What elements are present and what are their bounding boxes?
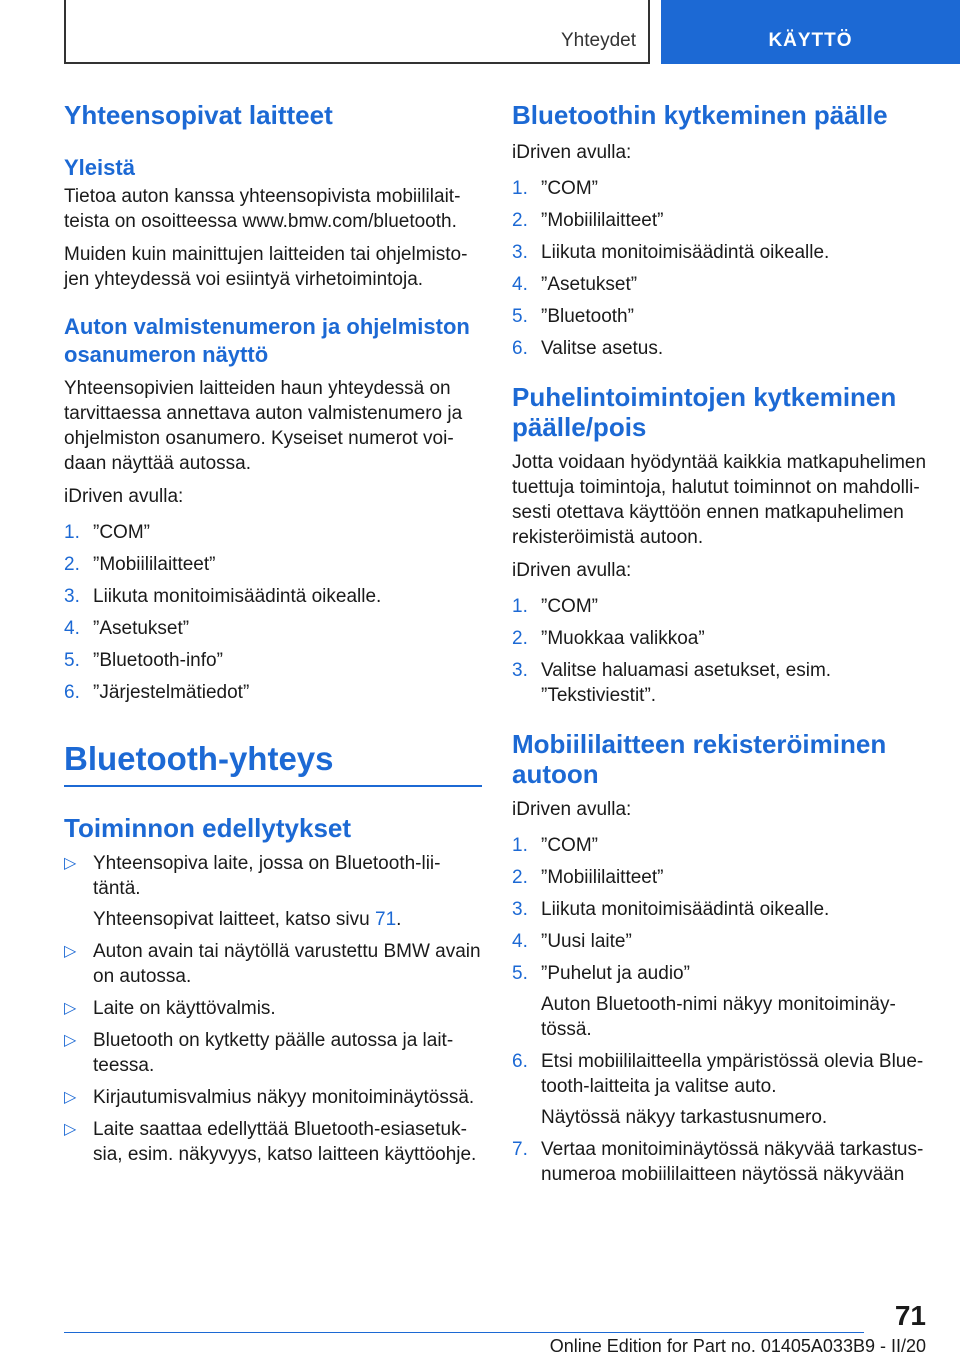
list-item: 1. ”COM” bbox=[64, 522, 150, 543]
left-column bbox=[64, 100, 482, 1174]
list-item: 1. ”COM” bbox=[512, 596, 598, 617]
divider bbox=[64, 785, 482, 787]
list-item: 4. ”Asetukset” bbox=[512, 274, 638, 295]
list-item: 3. Valitse haluamasi asetukset, esim. ”Tekstiviestit”. bbox=[512, 660, 832, 706]
steps-serial bbox=[64, 520, 482, 705]
heading-compatible-devices: Yhteensopivat laitteet bbox=[64, 100, 333, 130]
bullet-triangle-icon: ▷ bbox=[64, 1121, 77, 1138]
paragraph-general-2: Muiden kuin mainittujen laitteiden tai ohjelmisto-jen yhteydessä voi esiintyä virhetoimintoja. bbox=[64, 244, 468, 290]
list-item: 1. ”COM” bbox=[512, 835, 598, 856]
heading-bluetooth-on: Bluetoothin kytkeminen päälle bbox=[512, 100, 888, 130]
list-item: 2. ”Mobiililaitteet” bbox=[64, 554, 216, 575]
list-item: 2. ”Muokkaa valikkoa” bbox=[512, 628, 705, 649]
heading-general: Yleistä bbox=[64, 155, 135, 180]
list-item: 5. ”Bluetooth” bbox=[512, 306, 634, 327]
heading-serial-number: Auton valmistenumeron ja ohjelmiston osanumeron näyttö bbox=[64, 314, 470, 367]
list-item: 4. ”Uusi laite” bbox=[512, 931, 632, 952]
bullet-triangle-icon: ▷ bbox=[64, 855, 77, 872]
page-number: 71 bbox=[894, 1300, 926, 1331]
list-item: 3. Liikuta monitoimisäädintä oikealle. bbox=[512, 242, 830, 263]
paragraph-idrive: iDriven avulla: bbox=[64, 486, 184, 507]
list-item: ▷ Kirjautumisvalmius näkyy monitoiminäytössä. bbox=[64, 1087, 475, 1108]
requirements-list bbox=[64, 851, 482, 1167]
heading-bluetooth-connection: Bluetooth-yhteys bbox=[64, 740, 334, 777]
list-item: 6. Etsi mobiililaitteella ympäristössä olevia Blue-tooth-laitteita ja valitse auto. Näytössä näkyy tarkastusnumero. bbox=[512, 1051, 924, 1128]
paragraph-serial: Yhteensopivien laitteiden haun yhteydessä on tarvittaessa annettava auton valmistenumero ja ohjelmiston osanumero. Kyseiset numerot voi-daan näyttää autossa. bbox=[64, 378, 463, 474]
bullet-triangle-icon: ▷ bbox=[64, 943, 77, 960]
list-item: 3. Liikuta monitoimisäädintä oikealle. bbox=[64, 586, 382, 607]
header-box bbox=[64, 0, 650, 64]
paragraph-idrive: iDriven avulla: bbox=[512, 799, 632, 820]
list-item: 5. ”Puhelut ja audio” Auton Bluetooth-nimi näkyy monitoiminäy-tössä. bbox=[512, 963, 896, 1040]
list-item: 1. ”COM” bbox=[512, 178, 598, 199]
list-item: 6. ”Järjestelmätiedot” bbox=[64, 682, 250, 703]
list-item: ▷ Laite saattaa edellyttää Bluetooth-esiasetuk-sia, esim. näkyvyys, katso laitteen käyttöohje. bbox=[64, 1119, 477, 1165]
page-link[interactable]: 71 bbox=[375, 909, 397, 930]
list-item: 7. Vertaa monitoiminäytössä näkyvää tarkastus-numeroa mobiililaitteen näytössä näkyvään bbox=[512, 1139, 924, 1185]
list-item: ▷ Laite on käyttövalmis. bbox=[64, 998, 276, 1019]
section-title: Yhteydet bbox=[561, 30, 636, 51]
list-item: 2. ”Mobiililaitteet” bbox=[512, 210, 664, 231]
heading-requirements: Toiminnon edellytykset bbox=[64, 813, 352, 843]
steps-bluetooth-on bbox=[512, 176, 930, 361]
list-item: 3. Liikuta monitoimisäädintä oikealle. bbox=[512, 899, 830, 920]
paragraph-phone-functions: Jotta voidaan hyödyntää kaikkia matkapuhelimen tuettuja toimintoja, halutut toiminnot on mahdolli-sesti otettava käyttöön ennen matkapuhelimen rekisteröimistä autoon. bbox=[512, 452, 927, 548]
list-item: ▷ Yhteensopiva laite, jossa on Bluetooth-lii-täntä. Yhteensopivat laitteet, katso sivu 71. bbox=[64, 853, 441, 930]
list-item: 5. ”Bluetooth-info” bbox=[64, 650, 223, 671]
list-item: ▷ Auton avain tai näytöllä varustettu BMW avain on autossa. bbox=[64, 941, 481, 987]
bullet-triangle-icon: ▷ bbox=[64, 1000, 77, 1017]
list-item: ▷ Bluetooth on kytketty päälle autossa ja lait-teessa. bbox=[64, 1030, 454, 1076]
bullet-triangle-icon: ▷ bbox=[64, 1089, 77, 1106]
steps-register-device bbox=[512, 833, 930, 1187]
chapter-tab[interactable]: KÄYTTÖ bbox=[661, 0, 960, 64]
bullet-triangle-icon: ▷ bbox=[64, 1032, 77, 1049]
paragraph-idrive: iDriven avulla: bbox=[512, 142, 632, 163]
list-item: 6. Valitse asetus. bbox=[512, 338, 664, 359]
heading-phone-functions: Puhelintoimintojen kytkeminen päälle/pois bbox=[512, 382, 897, 442]
footer-edition: Online Edition for Part no. 01405A033B9 - II/20 bbox=[549, 1336, 926, 1356]
list-item: 4. ”Asetukset” bbox=[64, 618, 190, 639]
list-item: 2. ”Mobiililaitteet” bbox=[512, 867, 664, 888]
steps-phone-functions bbox=[512, 594, 930, 708]
footer-divider bbox=[64, 1332, 864, 1333]
heading-register-device: Mobiililaitteen rekisteröiminen autoon bbox=[512, 729, 887, 789]
paragraph-general-1: Tietoa auton kanssa yhteensopivista mobiililait-teista on osoitteessa www.bmw.com/bluetooth. bbox=[64, 186, 461, 232]
paragraph-idrive: iDriven avulla: bbox=[512, 560, 632, 581]
right-column bbox=[512, 100, 930, 1194]
